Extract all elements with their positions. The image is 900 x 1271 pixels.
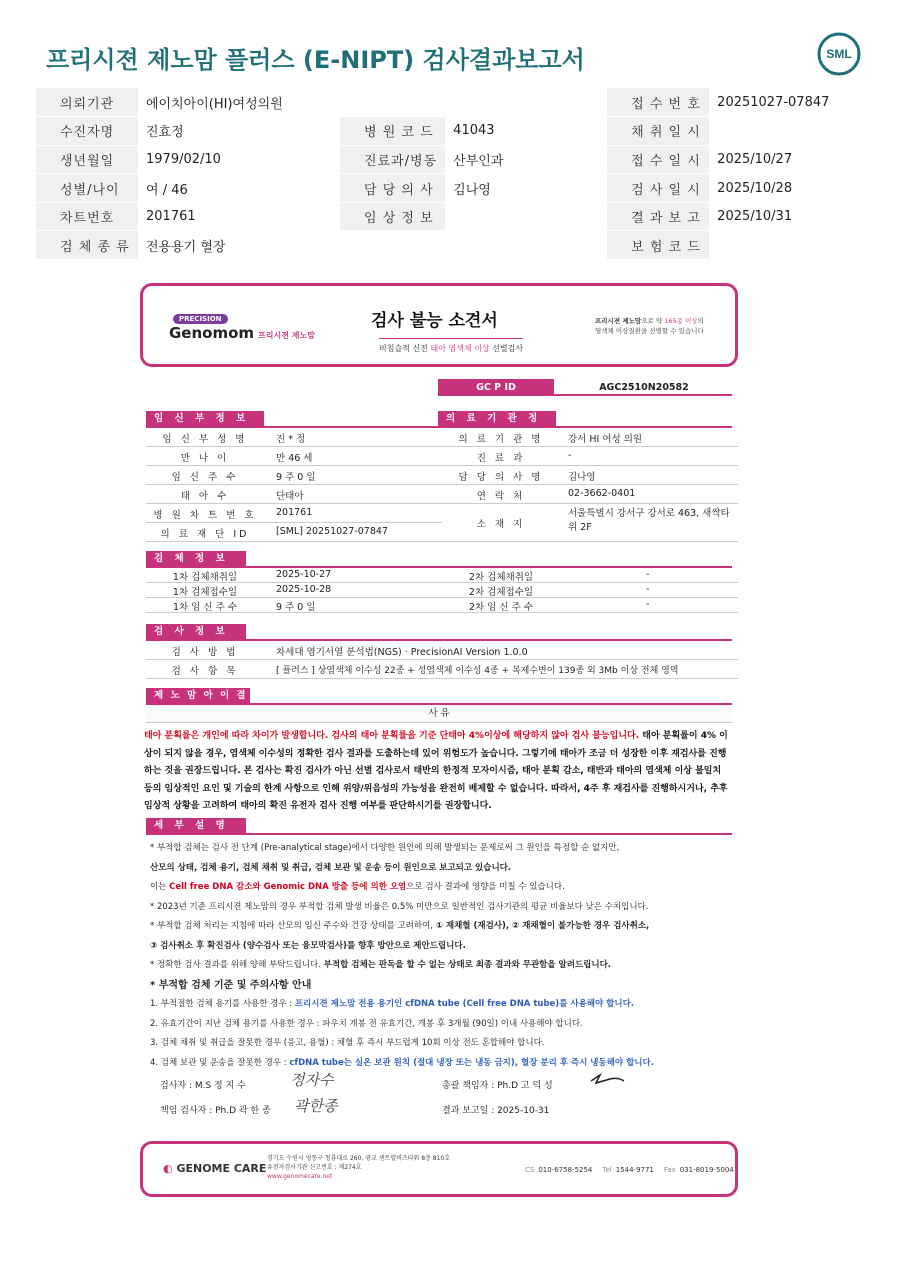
gcpid-label: GC P ID <box>438 379 554 396</box>
value-receipt-date: 2025/10/27 <box>709 145 864 174</box>
value-specimen: 전용용기 혈장 <box>138 231 607 260</box>
report-title: 검사 불능 소견서 <box>371 311 498 331</box>
label-clinical: 임 상 정 보 <box>340 202 445 231</box>
report-subtitle: 비침습적 신전 태아 염색체 이상 선별검사 <box>379 338 523 354</box>
value-report-date: 2025/10/31 <box>709 202 864 231</box>
banner-description: 프리시젼 제노맘으로 약 165종 이상의 염색체 이상질환을 선별할 수 있습니다 <box>595 317 704 335</box>
gcpid-row <box>438 379 732 396</box>
precision-badge: PRECISION <box>173 314 228 324</box>
sml-logo <box>817 32 861 76</box>
value-hospital-code: 41043 <box>445 117 607 146</box>
company-address: 경기도 수원시 영통구 청룡대로 260, 광교 센트럴비즈타워 8층 810호 유전자검사기관 신고번호 : 제274호 www.genomecare.net <box>267 1155 450 1180</box>
label-chart-no: 차트번호 <box>36 202 138 231</box>
chief-signature: 곽한종 <box>294 1097 338 1115</box>
genomom-logo: Genomom 프리시젼 제노맘 <box>169 324 315 342</box>
reason-header: 사 유 <box>146 705 732 723</box>
report-card: PRECISION Genomom 프리시젼 제노맘 검사 불능 소견서 비침습적 신전 태아 염색체 이상 선별검사 프리시젼 제노맘으로 약 165종 이상의 염색체 이상질환을 선별할 수 있습니다 GC P ID AGC2510N20582 임 신 부 정 보 의 료 기 관 정 보 임 신 부 성 명 진 * 정 의 료 기 관 명 강서 HI 여성 의원 만 나 이 만 46 세 진 료 과 - 임 신 주 수 9 주 0 일 담 당 의 사 명 김나영 태 아 수 단태아 연 락 처 02-3662-0401 병 원 차 트 번 호 201761 의 료 재 단 ID [SML] 20251027-07847 소 재 지 서울특별시 강서구 강서로 463, 새싹타위 2F 검 체 정 보 1차 검체채취일 2025-10-27 2차 검체채취일 - 1차 검체접수일 2025-10-28 2차 검체접수일 - 1차 임 신 주 수 9 주 0 일 2차 임 신 주 수 - 검 사 정 보 검 사 방 법 차세대 염기서열 분석법(NGS) · PrecisionAI Version 1.0.0 검 사 항 목 [ 플러스 ] 상염색체 이수성 22종 + 성염색체 이수성 4종 + 복제수변이 139종 외 3Mb 이상 전체 영역 제 노 맘 아 이 결 사 유 태아 분획률은 개인에 따라 차이가 발생합니다. 검사의 태아 분획률을 기준 단태아 4%이상에 해당하지 않아 검사 불능입니다. 태아 분획률이 4% 이상이 되지 않을 경우, 염색체 이수성의 정확한 검사 결과를 도출하는데 있어 위험도가 높습니다. 그렇기에 태아가 조금 더 성장한 이후 재검사를 진행하는 것을 권장드립니다. 본 검사는 확진 검사가 아닌 선별 검사로서 태반의 한정적 모자이시즘, 태아 분획 감소, 태반과 태아의 염색체 이상 불일치 등의 임상적인 요인 및 기술의 한계 사항으로 인해 위양/위음성의 가능성을 완전히 배제할 수 없습니다. 따라서, 4주 후 재검사를 진행하시거나, 추후 임상적 상황을 고려하여 태아의 확진 유전자 검사 진행 여부를 판단하시기를 권장합니다. 세 부 설 명 * 부적합 검체는 검사 전 단계 (Pre-analytical stage)에서 다양한 원인에 의해 발생되는 문제로써 그 원인을 특정할 순 없지만, 산모의 상태, 검체 용기, 검체 채취 및 취급, 검체 보관 및 운송 등이 원인으로 보고되고 있습니다. 이는 Cell free DNA 감소와 Genomic DNA 방출 등에 의한 오염으로 검사 결과에 영향을 미칠 수 있습니다. * 2023년 기준 프리시젼 제노맘의 경우 부적합 검체 발생 비율은 0.5% 미만으로 일반적인 검사기관의 평균 비율보다 낮은 수치입니다. * 부적합 검체 처리는 지침에 따라 산모의 임신 주수와 건강 상태를 고려하여, ① 재채혈 (재검사), ② 재채혈이 불가능한 경우 검사취소, ③ 검사취소 후 확진검사 (양수검사 또는 융모막검사)를 향후 방안으로 제안드립니다. * 정확한 검사 결과를 위해 양해 부탁드립니다. 부적합 검체는 판독을 할 수 없는 상태로 최종 결과와 무관함을 알려드립니다. * 부적합 검체 기준 및 주의사항 안내 1. 부적절한 검체 용기를 사용한 경우 : 프리시젼 제노맘 전용 용기인 cfDNA tube (Cell free DNA tube)를 사용해야 합니다. 2. 유효기간이 지난 검체 용기를 사용한 경우 : 파우치 개봉 전 유효기간, 개봉 후 3개월 (90일) 이내 사용해야 합니다. 3. 검체 채취 및 취급을 잘못한 경우 (응고, 용혈) : 채혈 후 즉시 부드럽게 10회 이상 전도 혼합해야 합니다. 4. 검체 보관 및 운송을 잘못한 경우 : cfDNA tube는 실온 보관 원칙 (절대 냉장 또는 냉동 금지), 혈장 분리 후 즉시 냉동해야 합니다. 검사자 : M.S 정 지 수 정자수 총괄 책임자 : Ph.D 고 덕 성 책임 검사자 : Ph.D 곽 한 종 곽한종 결과 보고일 : 2025-10-31 ◐ GENOME CARE 경기도 수원시 영통구 청룡대로 260, 광교 센트럴비즈타워 8층 810호 유전자검사기관 신고번호 : 제274호 www.genomecare.net CS 010-6758-5254 Tel 1544-9771 Fax 031-8019-5004 <box>140 283 738 367</box>
label-test-date: 검 사 일 시 <box>607 174 709 203</box>
value-institution: 에이치아이(HI)여성의원 <box>138 88 607 117</box>
value-receipt-no: 20251027-07847 <box>709 88 864 117</box>
reason-text: 태아 분획률은 개인에 따라 차이가 발생합니다. 검사의 태아 분획률을 기준 단태아 4%이상에 해당하지 않아 검사 불능입니다. 태아 분획률이 4% 이상이 되지 않을 경우, 염색체 이수성의 정확한 검사 결과를 도출하는데 있어 위험도가 높습니다. 그렇기에 태아가 조금 더 성장한 이후 재검사를 진행하는 것을 권장드립니다. 본 검사는 확진 검사가 아닌 선별 검사로서 태반의 한정적 모자이시즘, 태아 분획 감소, 태반과 태아의 염색체 이상 불일치 등의 임상적인 요인 및 기술의 한계 사항으로 인해 위양/위음성의 가능성을 완전히 배제할 수 없습니다. 따라서, 4주 후 재검사를 진행하시거나, 추후 임상적 상황을 고려하여 태아의 확진 유전자 검사 진행 여부를 판단하시기를 권장합니다. <box>144 731 728 811</box>
section-hospital: 의 료 기 관 정 보 <box>438 411 556 426</box>
label-report-date: 결 과 보 고 <box>607 202 709 231</box>
section-detail: 세 부 설 명 <box>146 818 246 833</box>
report-banner <box>140 283 738 367</box>
value-birth: 1979/02/10 <box>138 145 340 174</box>
section-pregnant: 임 신 부 정 보 <box>146 411 264 426</box>
label-receipt-date: 접 수 일 시 <box>607 145 709 174</box>
value-chart-no: 201761 <box>138 202 340 231</box>
label-doctor: 담 당 의 사 <box>340 174 445 203</box>
label-collect-date: 채 취 일 시 <box>607 117 709 146</box>
value-doctor: 김나영 <box>445 174 607 203</box>
label-receipt-no: 접 수 번 호 <box>607 88 709 117</box>
logo-text: SML <box>826 47 852 61</box>
genomecare-logo: ◐ GENOME CARE <box>163 1162 267 1175</box>
label-name: 수진자명 <box>36 117 138 146</box>
section-specimen: 검 체 정 보 <box>146 551 246 566</box>
patient-header-table <box>36 88 864 260</box>
inspector-signature: 정자수 <box>290 1071 334 1089</box>
supervisor-signature <box>588 1071 628 1087</box>
report-date-label: 결과 보고일 : 2025-10-31 <box>442 1106 550 1116</box>
detail-notes: * 부적합 검체는 검사 전 단계 (Pre-analytical stage)에서 다양한 원인에 의해 발생되는 문제로써 그 원인을 특정할 순 없지만, 산모의 상태, 검체 용기, 검체 채취 및 취급, 검체 보관 및 운송 등이 원인으로 보고되고 있습니다. 이는 Cell free DNA 감소와 Genomic DNA 방출 등에 의한 오염으로 검사 결과에 영향을 미칠 수 있습니다. * 2023년 기준 프리시젼 제노맘의 경우 부적합 검체 발생 비율은 0.5% 미만으로 일반적인 검사기관의 평균 비율보다 낮은 수치입니다. * 부적합 검체 처리는 지침에 따라 산모의 임신 주수와 건강 상태를 고려하여, ① 재채혈 (재검사), ② 재채혈이 불가능한 경우 검사취소, ③ 검사취소 후 확진검사 (양수검사 또는 융모막검사)를 향후 방안으로 제안드립니다. * 정확한 검사 결과를 위해 양해 부탁드립니다. 부적합 검체는 판독을 할 수 없는 상태로 최종 결과와 무관함을 알려드립니다. * 부적합 검체 기준 및 주의사항 안내 1. 부적절한 검체 용기를 사용한 경우 : 프리시젼 제노맘 전용 용기인 cfDNA tube (Cell free DNA tube)를 사용해야 합니다. 2. 유효기간이 지난 검체 용기를 사용한 경우 : 파우치 개봉 전 유효기간, 개봉 후 3개월 (90일) 이내 사용해야 합니다. 3. 검체 채취 및 취급을 잘못한 경우 (응고, 용혈) : 채혈 후 즉시 부드럽게 10회 이상 전도 혼합해야 합니다. 4. 검체 보관 및 운송을 잘못한 경우 : cfDNA tube는 실온 보관 원칙 (절대 냉장 또는 냉동 금지), 혈장 분리 후 즉시 냉동해야 합니다. <box>150 843 654 1068</box>
supervisor-label: 총괄 책임자 : Ph.D 고 덕 성 <box>442 1081 553 1091</box>
value-dept: 산부인과 <box>445 145 607 174</box>
value-insurance <box>709 231 864 260</box>
value-sex-age: 여 / 46 <box>138 174 340 203</box>
gcpid-value: AGC2510N20582 <box>599 382 689 393</box>
value-name: 진효정 <box>138 117 340 146</box>
label-institution: 의뢰기관 <box>36 88 138 117</box>
value-test-date: 2025/10/28 <box>709 174 864 203</box>
info-grid: 임 신 부 성 명 진 * 정 의 료 기 관 명 강서 HI 여성 의원 만 나 이 만 46 세 진 료 과 - 임 신 주 수 9 주 0 일 담 당 의 사 명 김나영 태 아 수 단태아 연 락 처 02-3662-0401 병 원 차 트 번 호 201761 의 료 재 단 ID [SML] 20251027-07847 소 재 지 서울특별시 강서구 강서로 463, 새싹타위 2F <box>146 428 738 542</box>
value-clinical <box>445 202 607 231</box>
company-footer <box>140 1141 738 1197</box>
label-birth: 생년월일 <box>36 145 138 174</box>
inspector-label: 검사자 : M.S 정 지 수 <box>160 1081 246 1091</box>
label-sex-age: 성별/나이 <box>36 174 138 203</box>
value-collect-date <box>709 117 864 146</box>
chief-label: 책임 검사자 : Ph.D 곽 한 종 <box>160 1106 271 1116</box>
label-insurance: 보 험 코 드 <box>607 231 709 260</box>
label-specimen: 검 체 종 류 <box>36 231 138 260</box>
section-test: 검 사 정 보 <box>146 624 246 639</box>
page-title: 프리시젼 제노맘 플러스 (E-NIPT) 검사결과보고서 <box>46 46 585 74</box>
company-contacts: CS 010-6758-5254 Tel 1544-9771 Fax 031-8019-5004 <box>525 1166 734 1174</box>
section-result: 제 노 맘 아 이 결 <box>146 688 250 703</box>
label-hospital-code: 병 원 코 드 <box>340 117 445 146</box>
label-dept: 진료과/병동 <box>340 145 445 174</box>
